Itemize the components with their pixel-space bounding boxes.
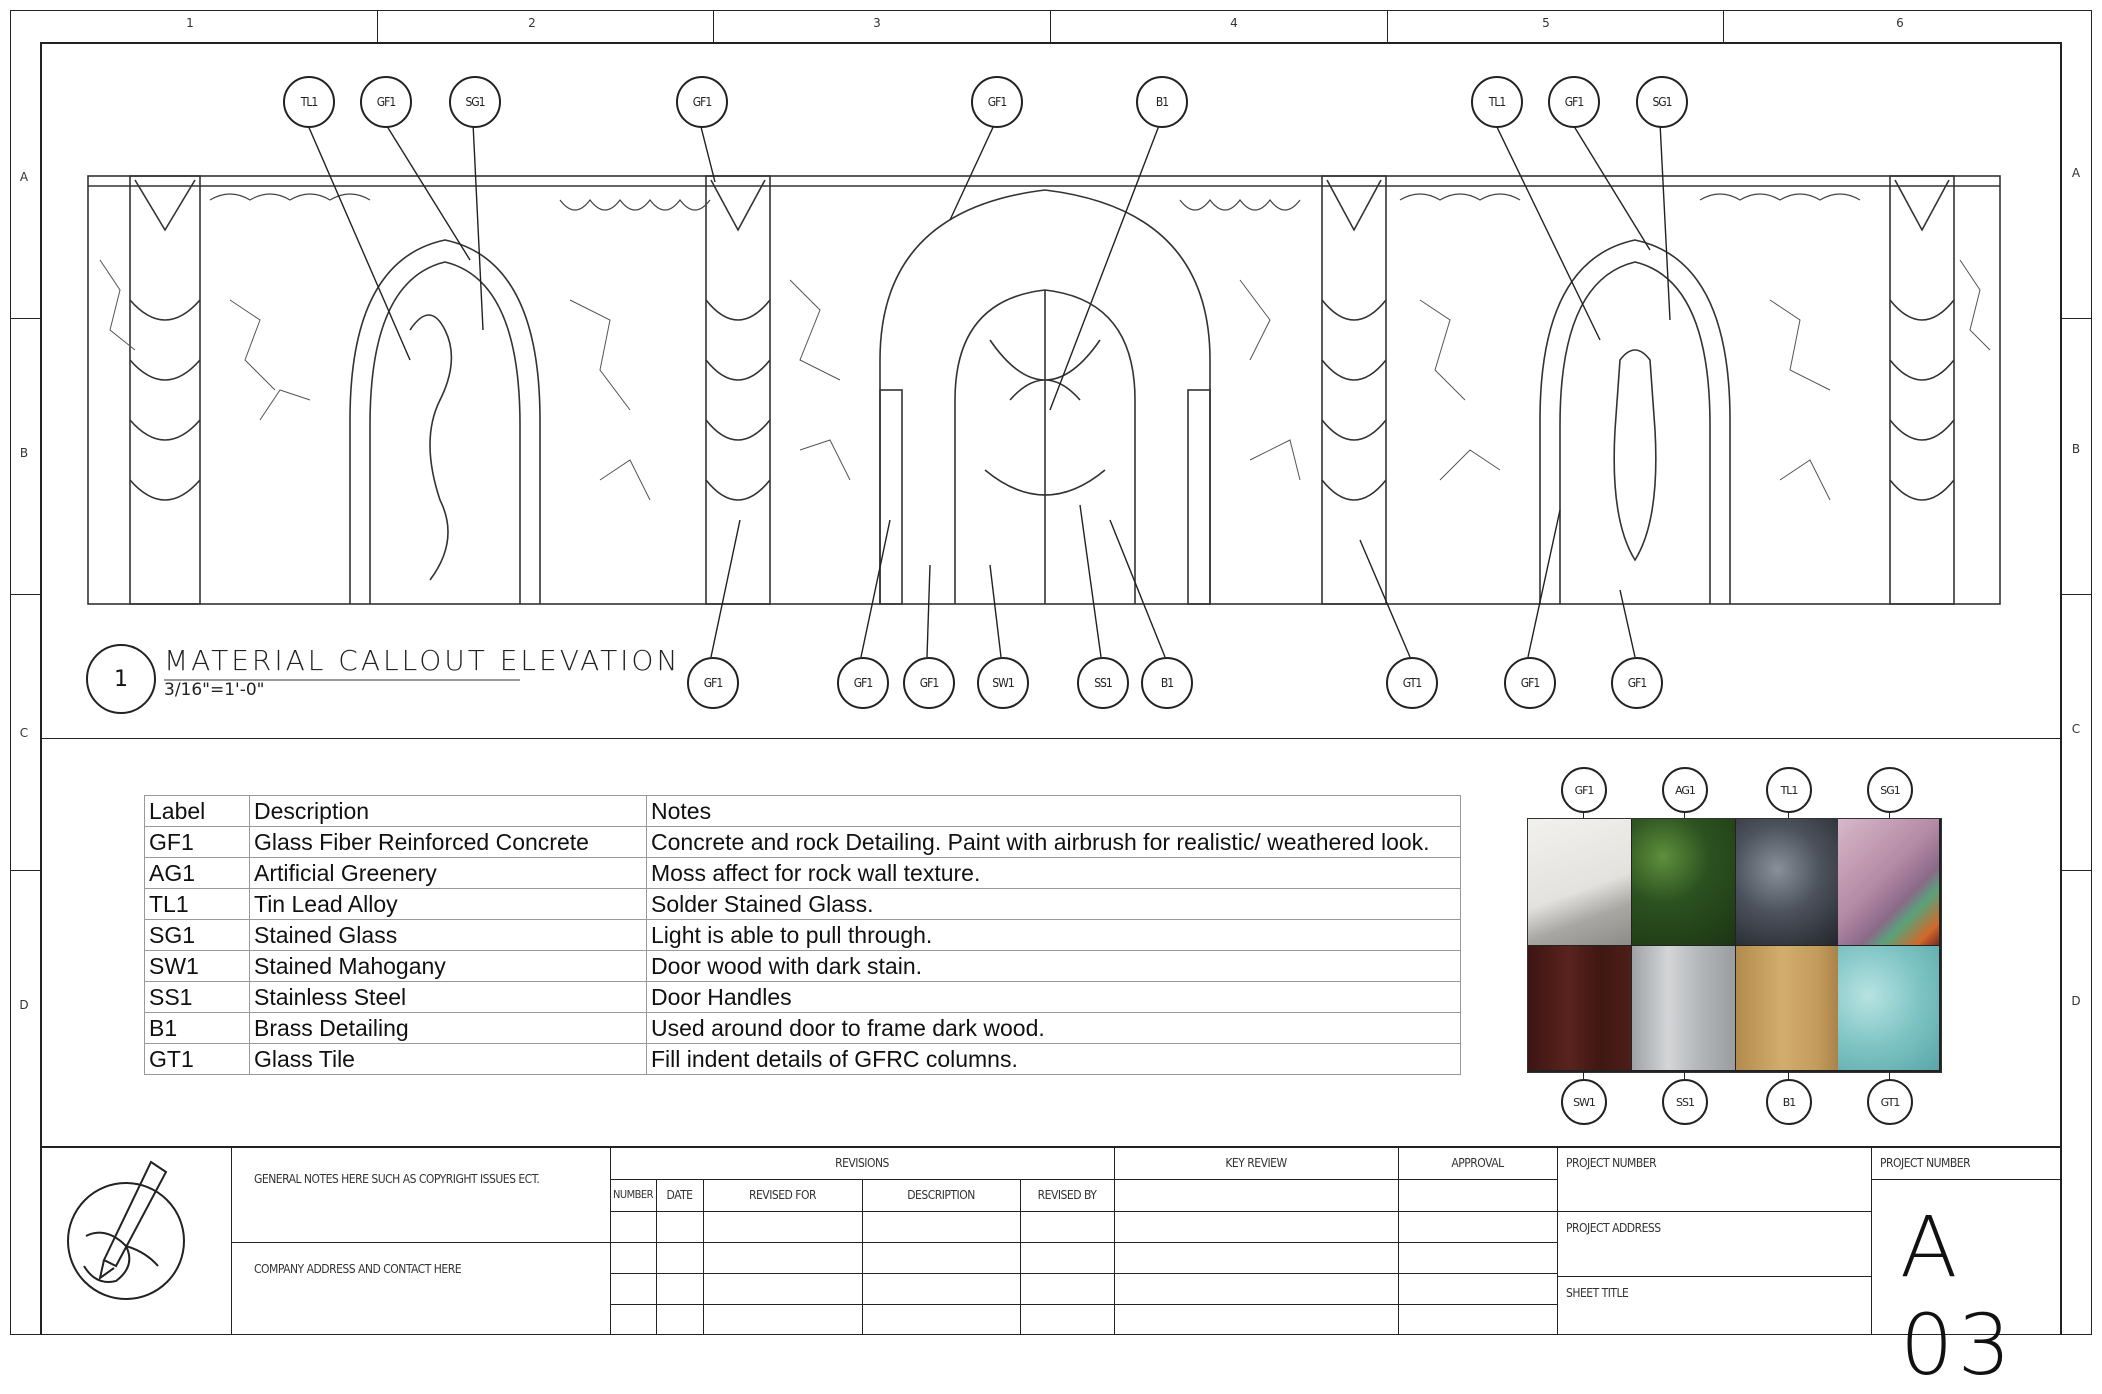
rev-col-number: NUMBER <box>612 1188 654 1201</box>
rev-col-date: DATE <box>666 1188 693 1202</box>
header-cell: Notes <box>647 796 1461 827</box>
table-row <box>145 982 1461 1013</box>
revisions-heading: REVISIONS <box>835 1156 889 1170</box>
tb-divider <box>1557 1147 1558 1334</box>
callout-bubble: GF1 <box>1548 76 1600 128</box>
tb-row <box>610 1211 1557 1212</box>
leader-lines <box>307 123 1670 657</box>
project-address-label: PROJECT ADDRESS <box>1566 1221 1661 1235</box>
tb-row <box>610 1304 1557 1305</box>
tb-row <box>1557 1276 1871 1277</box>
tb-divider <box>1398 1147 1399 1334</box>
grid-col-label: 5 <box>1542 16 1550 30</box>
swatch-label-bubble: SW1 <box>1561 1079 1607 1125</box>
grid-row-label: D <box>2071 994 2081 1008</box>
callout-bubble: GF1 <box>903 657 955 709</box>
drawing-scale: 3/16"=1'-0" <box>164 680 265 700</box>
swatch-leader <box>1684 1071 1685 1079</box>
tb-divider <box>231 1147 232 1334</box>
swatch-leader <box>1889 1071 1890 1079</box>
grid-col-label: 4 <box>1230 16 1238 30</box>
swatch-label-bubble: AG1 <box>1662 767 1708 813</box>
swatch-leader <box>1788 1071 1789 1079</box>
swatch-label-bubble: TL1 <box>1766 767 1812 813</box>
tb-divider <box>862 1179 863 1334</box>
callout-bubble: TL1 <box>283 76 335 128</box>
swatch-label-bubble: SG1 <box>1867 767 1913 813</box>
grid-row-label: A <box>2071 166 2081 180</box>
frame-bottom <box>10 1334 2092 1335</box>
sheet-number: A 03 <box>1900 1198 2015 1394</box>
notes-cell: Moss affect for rock wall texture. <box>647 858 1461 889</box>
description-cell: Artificial Greenery <box>250 858 647 889</box>
label-cell: SW1 <box>145 951 250 982</box>
rev-col-revised-for: REVISED FOR <box>748 1188 816 1202</box>
grid-row-label: C <box>2071 722 2081 736</box>
header-cell: Label <box>145 796 250 827</box>
grid-row-label: A <box>19 170 29 184</box>
swatch-label-bubble: GT1 <box>1867 1079 1913 1125</box>
right-window <box>1540 240 1730 604</box>
sheet-title-label: SHEET TITLE <box>1566 1286 1629 1300</box>
label-cell: SS1 <box>145 982 250 1013</box>
notes-cell: Solder Stained Glass. <box>647 889 1461 920</box>
table-row <box>145 1044 1461 1075</box>
tb-divider <box>610 1179 1557 1180</box>
label-cell: GT1 <box>145 1044 250 1075</box>
row-divider <box>10 870 40 871</box>
callout-bubble: B1 <box>1136 76 1188 128</box>
swatch-stained-glass <box>1838 819 1939 945</box>
grid-col-label: 3 <box>873 16 881 30</box>
tb-row <box>610 1242 1557 1243</box>
swatch-gfrc <box>1528 819 1631 945</box>
table-row <box>145 951 1461 982</box>
callout-bubble: GT1 <box>1386 657 1438 709</box>
callout-bubble: GF1 <box>360 76 412 128</box>
callout-bubble: GF1 <box>837 657 889 709</box>
callout-bubble: TL1 <box>1471 76 1523 128</box>
callout-bubble: SW1 <box>977 657 1029 709</box>
project-number-label: PROJECT NUMBER <box>1566 1156 1657 1170</box>
table-row <box>145 1013 1461 1044</box>
swatch-mahogany <box>1528 946 1631 1070</box>
notes-cell: Door wood with dark stain. <box>647 951 1461 982</box>
grid-row-label: B <box>2071 442 2081 456</box>
tb-divider <box>703 1179 704 1334</box>
rev-col-revised-by: REVISED BY <box>1037 1188 1097 1202</box>
description-cell: Glass Tile <box>250 1044 647 1075</box>
callout-bubble: GF1 <box>676 76 728 128</box>
swatch-glass-tile <box>1838 946 1939 1070</box>
callout-bubble: SG1 <box>1636 76 1688 128</box>
tb-row <box>610 1273 1557 1274</box>
greenery-clusters <box>210 194 1860 210</box>
notes-cell: Door Handles <box>647 982 1461 1013</box>
grid-row-label: B <box>19 446 29 460</box>
key-review-heading: KEY REVIEW <box>1225 1156 1287 1170</box>
grid-row-label: D <box>19 998 29 1012</box>
column-shapes <box>130 176 1954 604</box>
description-cell: Stained Mahogany <box>250 951 647 982</box>
table-row <box>145 858 1461 889</box>
project-number-label: PROJECT NUMBER <box>1880 1156 1971 1170</box>
swatch-stainless <box>1632 946 1735 1070</box>
description-cell: Tin Lead Alloy <box>250 889 647 920</box>
description-cell: Stained Glass <box>250 920 647 951</box>
notes-cell: Concrete and rock Detailing. Paint with airbrush for realistic/ weathered look. <box>647 827 1461 858</box>
callout-bubble: GF1 <box>971 76 1023 128</box>
tb-row <box>1871 1179 2061 1180</box>
swatch-brass <box>1736 946 1839 1070</box>
rev-col-description: DESCRIPTION <box>907 1188 975 1202</box>
callout-bubble: GF1 <box>687 657 739 709</box>
label-cell: AG1 <box>145 858 250 889</box>
description-cell: Glass Fiber Reinforced Concrete <box>250 827 647 858</box>
label-cell: GF1 <box>145 827 250 858</box>
grid-col-label: 2 <box>528 16 536 30</box>
swatch-greenery <box>1632 819 1735 945</box>
swatch-label-bubble: SS1 <box>1662 1079 1708 1125</box>
label-cell: TL1 <box>145 889 250 920</box>
tb-row <box>1557 1211 1871 1212</box>
grid-col-label: 6 <box>1896 16 1904 30</box>
materials-table <box>144 795 1461 1075</box>
tb-divider <box>1114 1147 1115 1334</box>
callout-bubble: SS1 <box>1077 657 1129 709</box>
grid-row-label: C <box>19 726 29 740</box>
tb-divider <box>1871 1147 1872 1334</box>
description-cell: Stainless Steel <box>250 982 647 1013</box>
swatch-label-bubble: B1 <box>1766 1079 1812 1125</box>
label-cell: B1 <box>145 1013 250 1044</box>
label-cell: SG1 <box>145 920 250 951</box>
table-header-row <box>145 796 1461 827</box>
callout-bubble: SG1 <box>449 76 501 128</box>
tb-divider <box>1020 1179 1021 1334</box>
designer-logo <box>66 1156 196 1306</box>
table-row <box>145 920 1461 951</box>
callout-bubble: GF1 <box>1504 657 1556 709</box>
tb-divider <box>610 1147 611 1334</box>
callout-bubble: B1 <box>1141 657 1193 709</box>
notes-cell: Fill indent details of GFRC columns. <box>647 1044 1461 1075</box>
approval-heading: APPROVAL <box>1451 1156 1504 1170</box>
notes-cell: Used around door to frame dark wood. <box>647 1013 1461 1044</box>
description-cell: Brass Detailing <box>250 1013 647 1044</box>
table-row <box>145 889 1461 920</box>
swatch-tin-lead <box>1736 819 1839 945</box>
header-cell: Description <box>250 796 647 827</box>
swatch-leader <box>1583 1071 1584 1079</box>
company-info: COMPANY ADDRESS AND CONTACT HERE <box>254 1262 462 1276</box>
drawing-number: 1 <box>86 644 156 714</box>
row-divider <box>2062 870 2092 871</box>
tb-divider <box>231 1242 610 1243</box>
titleblock-top <box>40 1146 2062 1148</box>
notes-cell: Light is able to pull through. <box>647 920 1461 951</box>
callout-bubble: GF1 <box>1611 657 1663 709</box>
table-row <box>145 827 1461 858</box>
swatch-label-bubble: GF1 <box>1561 767 1607 813</box>
tb-divider <box>656 1179 657 1334</box>
general-notes: GENERAL NOTES HERE SUCH AS COPYRIGHT ISSUES ECT. <box>254 1172 540 1186</box>
drawing-title: MATERIAL CALLOUT ELEVATION <box>164 644 681 677</box>
grid-col-label: 1 <box>186 16 194 30</box>
